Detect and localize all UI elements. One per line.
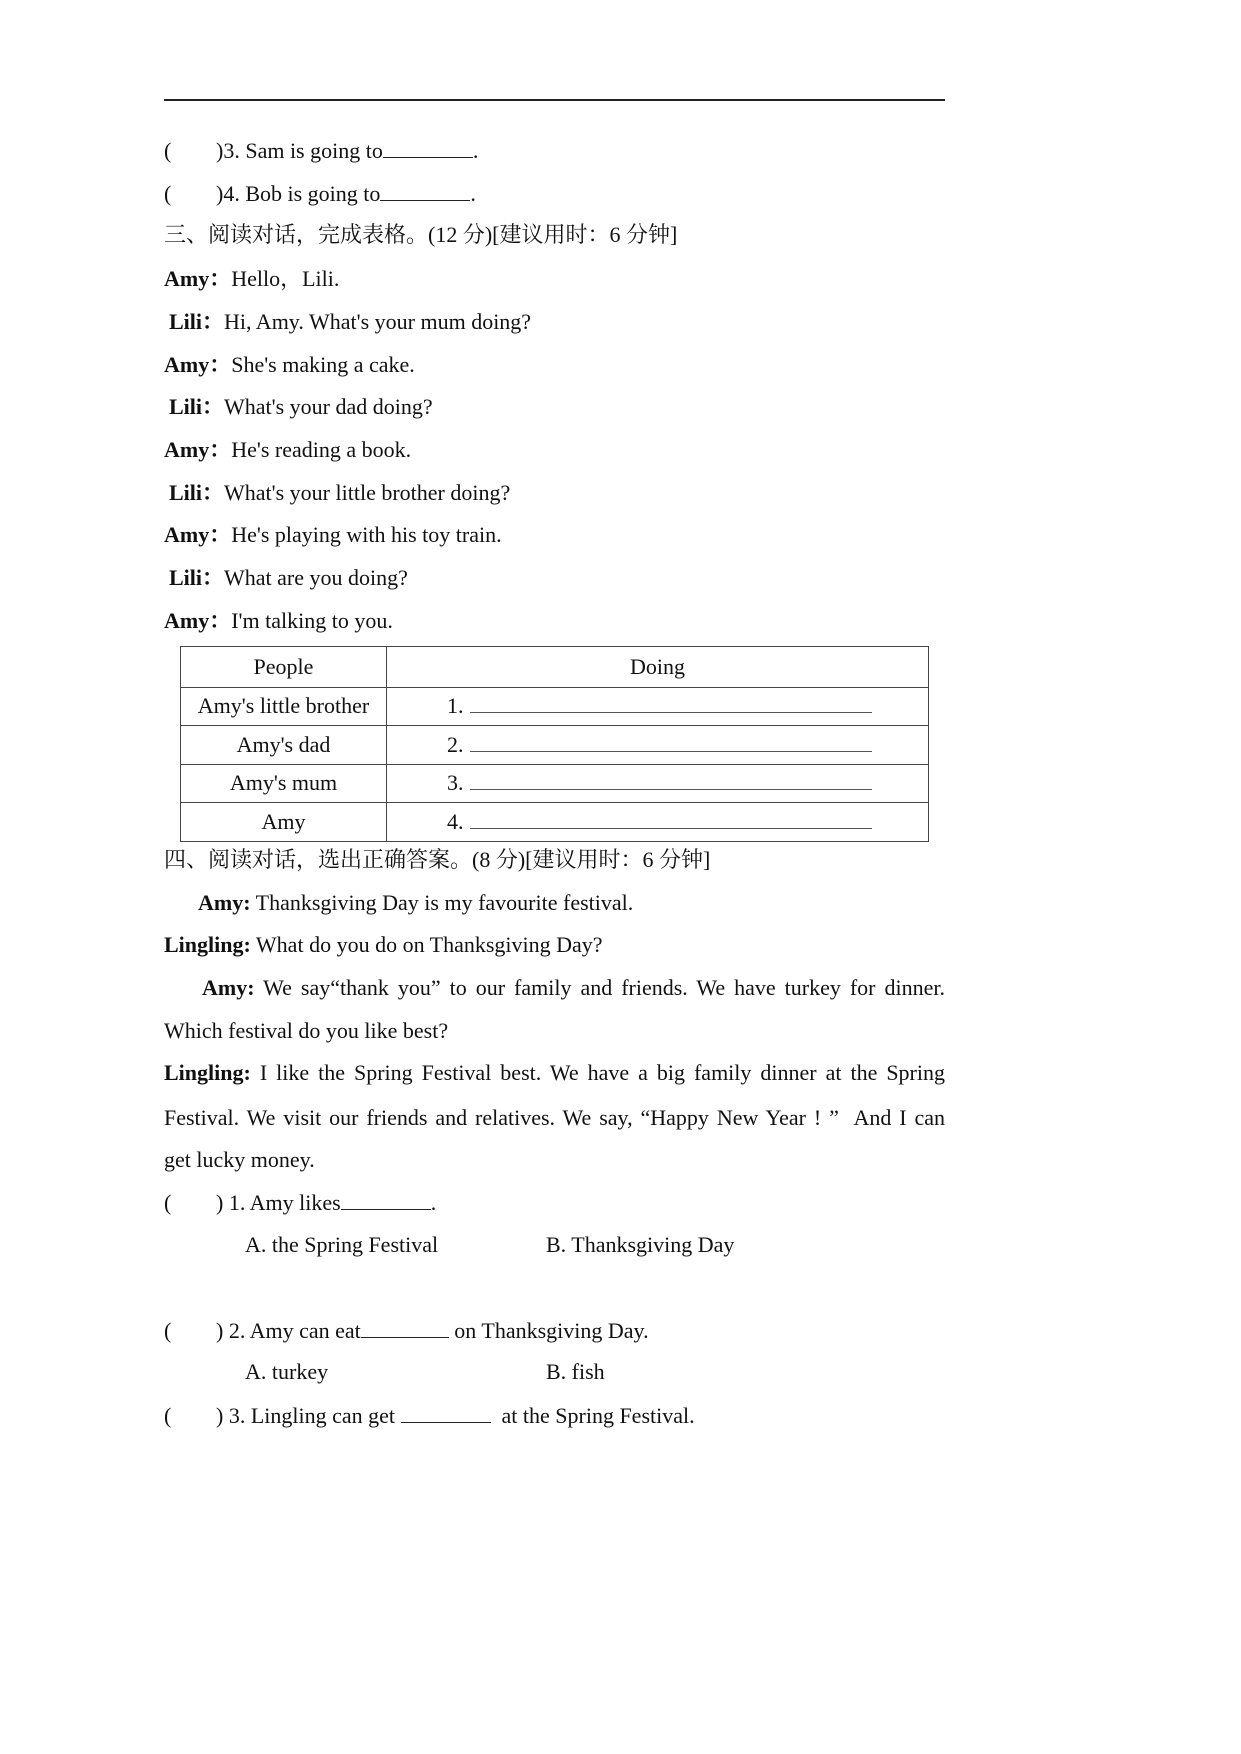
column-header-people: People <box>181 647 387 688</box>
table-row <box>181 726 929 765</box>
dialogue-line: Lingling: I like the Spring Festival best. We have a big family dinner at the Spring <box>164 1060 945 1085</box>
dialogue-line: Lili：Hi, Amy. What's your mum doing? <box>169 309 532 334</box>
answer-blank[interactable] <box>470 733 872 752</box>
doing-cell: 4. <box>387 803 929 842</box>
question-4-2: ( ) 2. Amy can eat on Thanksgiving Day. <box>164 1318 649 1343</box>
table-row <box>181 764 929 803</box>
answer-blank[interactable] <box>380 182 470 201</box>
dialogue-line: Amy: Thanksgiving Day is my favourite festival. <box>198 890 634 915</box>
answer-blank[interactable] <box>341 1191 431 1210</box>
dialogue-line: Amy: We say“thank you” to our family and friends. We have turkey for dinner. <box>202 975 945 1000</box>
answer-blank[interactable] <box>361 1319 449 1338</box>
dialogue-continuation: Festival. We visit our friends and relatives. We say, “Happy New Year ! ” And I can <box>164 1105 945 1130</box>
section-3-heading: 三、阅读对话，完成表格。(12 分)[建议用时：6 分钟] <box>164 222 678 247</box>
option-a[interactable]: A. the Spring Festival <box>245 1232 439 1257</box>
dialogue-line: Amy：He's reading a book. <box>164 437 412 462</box>
answer-blank[interactable] <box>470 694 872 713</box>
question-4-3: ( ) 3. Lingling can get at the Spring Festival. <box>164 1403 695 1428</box>
dialogue-line: Amy：She's making a cake. <box>164 352 415 377</box>
dialogue-line: Amy：Hello，Lili. <box>164 266 340 291</box>
header-rule <box>164 99 945 101</box>
table-row <box>181 803 929 842</box>
option-b[interactable]: B. fish <box>546 1359 605 1384</box>
dialogue-line: Lili：What's your little brother doing? <box>169 480 511 505</box>
answer-table <box>180 646 929 842</box>
people-cell: Amy's little brother <box>181 687 387 726</box>
option-b[interactable]: B. Thanksgiving Day <box>546 1232 735 1257</box>
option-a[interactable]: A. turkey <box>245 1359 329 1384</box>
dialogue-continuation: Which festival do you like best? <box>164 1018 449 1043</box>
dialogue-line: Amy：I'm talking to you. <box>164 608 393 633</box>
table-header-row <box>181 647 929 688</box>
table-row <box>181 687 929 726</box>
section-4-heading: 四、阅读对话，选出正确答案。(8 分)[建议用时：6 分钟] <box>164 847 711 872</box>
dialogue-line: Lili：What's your dad doing? <box>169 394 433 419</box>
answer-blank[interactable] <box>383 139 473 158</box>
dialogue-line: Amy：He's playing with his toy train. <box>164 522 502 547</box>
people-cell: Amy's mum <box>181 764 387 803</box>
people-cell: Amy <box>181 803 387 842</box>
question-2-3: ( )3. Sam is going to . <box>164 138 479 163</box>
answer-blank[interactable] <box>470 771 872 790</box>
answer-blank[interactable] <box>470 810 872 829</box>
doing-cell: 3. <box>387 764 929 803</box>
dialogue-line: Lingling: What do you do on Thanksgiving Day? <box>164 932 603 957</box>
column-header-doing: Doing <box>387 647 929 688</box>
question-2-4: ( )4. Bob is going to . <box>164 181 476 206</box>
dialogue-line: Lili：What are you doing? <box>169 565 408 590</box>
doing-cell: 2. <box>387 726 929 765</box>
question-4-1: ( ) 1. Amy likes . <box>164 1190 437 1215</box>
answer-blank[interactable] <box>401 1404 491 1423</box>
people-cell: Amy's dad <box>181 726 387 765</box>
doing-cell: 1. <box>387 687 929 726</box>
dialogue-continuation: get lucky money. <box>164 1147 315 1172</box>
